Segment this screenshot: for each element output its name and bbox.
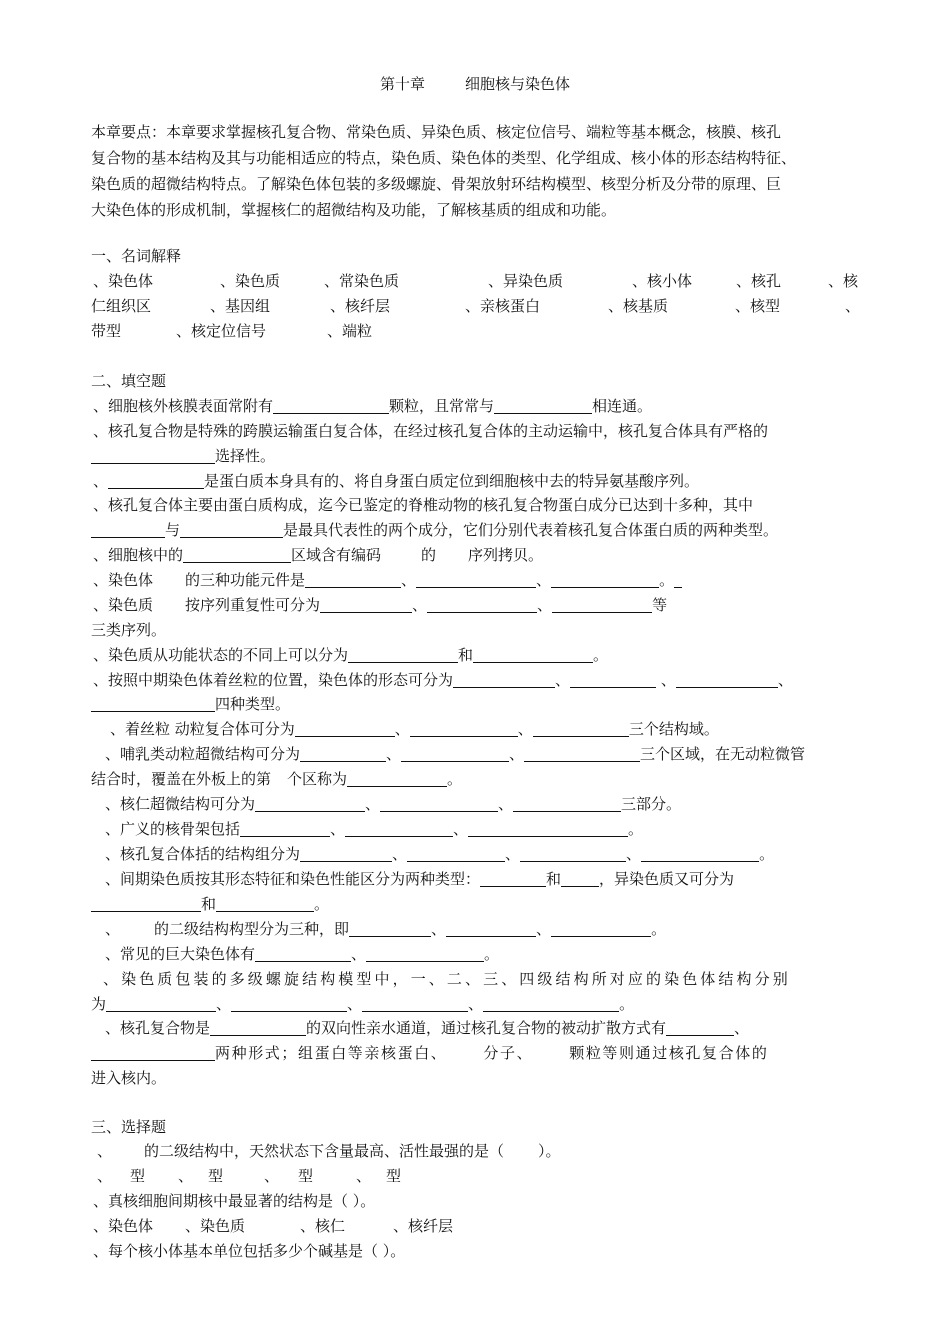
answer-blank[interactable] bbox=[533, 720, 629, 737]
question-text: 。 bbox=[447, 770, 463, 788]
option[interactable]: 、 bbox=[356, 1167, 372, 1185]
question-text: ）。 bbox=[538, 1142, 561, 1160]
intro-line: 本章要点：本章要求掌握核孔复合物、常染色质、异染色质、核定位信号、端粒等基本概念，核膜、核孔 bbox=[91, 123, 782, 141]
question-text: 、 bbox=[365, 795, 381, 813]
fill-question-cont bbox=[91, 446, 275, 466]
question-text: 的 bbox=[421, 546, 437, 564]
answer-blank[interactable] bbox=[674, 571, 682, 588]
question-text: 与 bbox=[165, 521, 181, 539]
question-text: 、 bbox=[453, 820, 469, 838]
question-text: 的二级结构构型分为三种，即 bbox=[154, 920, 350, 938]
term: 、核孔 bbox=[736, 272, 782, 290]
question-text: 。 bbox=[659, 571, 675, 589]
fill-question bbox=[105, 869, 734, 889]
answer-blank[interactable] bbox=[366, 945, 484, 962]
question-text: 序列拷贝。 bbox=[468, 546, 544, 564]
question-text: 、细胞核中的 bbox=[93, 546, 184, 564]
option[interactable]: 、 bbox=[264, 1167, 280, 1185]
question-text: ，异染色质又可分为 bbox=[599, 870, 735, 888]
fill-question bbox=[105, 819, 643, 839]
answer-blank[interactable] bbox=[180, 521, 283, 538]
option[interactable]: 、核仁 bbox=[300, 1217, 346, 1235]
answer-blank[interactable] bbox=[407, 845, 505, 862]
answer-blank[interactable] bbox=[401, 745, 509, 762]
question-text: 两种形式；组蛋白等亲核蛋白、 bbox=[215, 1044, 448, 1062]
fill-question-cont bbox=[91, 520, 778, 540]
question-text: 、细胞核外核膜表面常附有 bbox=[93, 397, 274, 415]
term: 、端粒 bbox=[327, 322, 373, 340]
question-text: 、 bbox=[431, 920, 447, 938]
choice-question: 、真核细胞间期核中最显著的结构是（ ）。 bbox=[93, 1192, 376, 1210]
fill-question bbox=[105, 944, 499, 964]
option[interactable]: 型 bbox=[208, 1167, 224, 1185]
question-text: 、哺乳类动粒超微结构可分为 bbox=[105, 745, 301, 763]
question-text: 三个结构域。 bbox=[628, 720, 719, 738]
answer-blank[interactable] bbox=[91, 695, 215, 712]
question-text: 。 bbox=[314, 895, 330, 913]
question-text: 、 bbox=[468, 995, 484, 1013]
choice-question: 、每个核小体基本单位包括多少个碱基是（ ）。 bbox=[93, 1242, 406, 1260]
answer-blank[interactable] bbox=[641, 845, 759, 862]
section-heading: 一、名词解释 bbox=[91, 247, 182, 265]
chapter-title bbox=[0, 74, 950, 94]
answer-blank[interactable] bbox=[551, 920, 651, 937]
answer-blank[interactable] bbox=[347, 770, 447, 787]
question-text: 三个区域，在无动粒微管 bbox=[640, 745, 806, 763]
fill-question bbox=[105, 844, 774, 864]
answer-blank[interactable] bbox=[446, 920, 536, 937]
question-text: 、 bbox=[351, 945, 367, 963]
question-text: 分子、 bbox=[483, 1044, 534, 1062]
section-heading: 三、选择题 bbox=[91, 1118, 167, 1136]
answer-blank[interactable] bbox=[524, 745, 640, 762]
answer-blank[interactable] bbox=[483, 995, 619, 1012]
question-text: 、广义的核骨架包括 bbox=[105, 820, 241, 838]
question-text: 、间期染色质按其形态特征和染色性能区分为两种类型： bbox=[105, 870, 481, 888]
option[interactable]: 、核纤层 bbox=[393, 1217, 454, 1235]
answer-blank[interactable] bbox=[380, 795, 498, 812]
question-text: 、 bbox=[97, 1142, 113, 1160]
question-text: 相连通。 bbox=[592, 397, 653, 415]
question-text: 和 bbox=[546, 870, 562, 888]
question-text: 等 bbox=[652, 596, 668, 614]
question-text: 、着丝粒 动粒复合体可分为 bbox=[110, 720, 295, 738]
question-text: 为 bbox=[91, 995, 107, 1013]
question-text: 、常见的巨大染色体有 bbox=[105, 945, 256, 963]
answer-blank[interactable] bbox=[216, 895, 314, 912]
question-text: 的三种功能元件是 bbox=[185, 571, 306, 589]
question-text: 、 bbox=[394, 720, 410, 738]
answer-blank[interactable] bbox=[300, 745, 386, 762]
question-text: 、核孔复合体括的结构组分为 bbox=[105, 845, 301, 863]
question-text: 、 bbox=[734, 1019, 750, 1037]
answer-blank[interactable] bbox=[513, 795, 621, 812]
option[interactable]: 型 bbox=[130, 1167, 146, 1185]
question-text: 和 bbox=[458, 646, 474, 664]
term: 、染色质 bbox=[220, 272, 281, 290]
term: 、 bbox=[845, 297, 861, 315]
question-text: 、核孔复合物是 bbox=[105, 1019, 211, 1037]
question-text: 和 bbox=[201, 895, 217, 913]
answer-blank[interactable] bbox=[273, 397, 389, 414]
fill-question-cont bbox=[91, 694, 290, 714]
question-text: 、 bbox=[536, 571, 552, 589]
answer-blank[interactable] bbox=[345, 820, 453, 837]
question-text: 、 bbox=[555, 671, 571, 689]
answer-blank[interactable] bbox=[468, 820, 628, 837]
term: 带型 bbox=[91, 322, 122, 340]
term: 仁组织区 bbox=[91, 297, 152, 315]
chapter-number: 第十章 bbox=[379, 75, 425, 93]
answer-blank[interactable] bbox=[295, 720, 395, 737]
question-text: 三部分。 bbox=[621, 795, 682, 813]
option[interactable]: 型 bbox=[298, 1167, 314, 1185]
fill-question bbox=[105, 919, 666, 939]
question-text: 的二级结构中，天然状态下含量最高、活性最强的是（ bbox=[144, 1142, 505, 1160]
fill-question bbox=[93, 396, 652, 416]
fill-question bbox=[110, 719, 719, 739]
question-text: 。 bbox=[619, 995, 635, 1013]
term: 、核 bbox=[828, 272, 859, 290]
term: 、基因组 bbox=[210, 297, 271, 315]
fill-question-cont bbox=[91, 894, 329, 914]
answer-blank[interactable] bbox=[240, 820, 330, 837]
fill-question: 、核孔复合体主要由蛋白质构成，迄今已鉴定的脊椎动物的核孔复合物蛋白成分已达到十多种，其中 bbox=[93, 496, 754, 514]
question-text: 、 bbox=[386, 745, 402, 763]
question-text: 、 bbox=[517, 720, 533, 738]
answer-blank[interactable] bbox=[551, 571, 659, 588]
question-text: 、 bbox=[498, 795, 514, 813]
answer-blank[interactable] bbox=[183, 546, 291, 563]
answer-blank[interactable] bbox=[91, 1044, 215, 1061]
answer-blank[interactable] bbox=[348, 646, 458, 663]
question-text: 、染色质 bbox=[93, 596, 154, 614]
answer-blank[interactable] bbox=[255, 945, 351, 962]
question-text: 、 bbox=[401, 571, 417, 589]
answer-blank[interactable] bbox=[494, 397, 592, 414]
question-text: 区域含有编码 bbox=[291, 546, 382, 564]
answer-blank[interactable] bbox=[666, 1019, 734, 1036]
answer-blank[interactable] bbox=[480, 870, 546, 887]
question-text: 、 bbox=[777, 671, 793, 689]
question-text: 是蛋白质本身具有的、将自身蛋白质定位到细胞核中去的特异氨基酸序列。 bbox=[204, 472, 700, 490]
question-text: 、 bbox=[505, 845, 521, 863]
question-text: 。 bbox=[651, 920, 667, 938]
choice-question bbox=[97, 1141, 561, 1161]
answer-blank[interactable] bbox=[210, 1019, 306, 1036]
question-text: 选择性。 bbox=[215, 447, 276, 465]
question-text: 。 bbox=[759, 845, 775, 863]
fill-question-cont: 进入核内。 bbox=[91, 1069, 167, 1087]
intro-line: 大染色体的形成机制，掌握核仁的超微结构及功能，了解核基质的组成和功能。 bbox=[91, 201, 617, 219]
option[interactable]: 、染色质 bbox=[185, 1217, 246, 1235]
fill-question: 、染色质包装的多级螺旋结构模型中，一、二、三、四级结构所对应的染色体结构分别 bbox=[103, 970, 791, 988]
question-text: 的双向性亲水通道，通过核孔复合物的被动扩散方式有 bbox=[306, 1019, 667, 1037]
term: 、核纤层 bbox=[330, 297, 391, 315]
answer-blank[interactable] bbox=[410, 720, 518, 737]
answer-blank[interactable] bbox=[520, 845, 626, 862]
term: 、核小体 bbox=[632, 272, 693, 290]
term: 、核型 bbox=[735, 297, 781, 315]
question-text: 颗粒等则通过核孔复合体的 bbox=[569, 1044, 769, 1062]
question-text: 、 bbox=[216, 995, 232, 1013]
term: 、核基质 bbox=[608, 297, 669, 315]
question-text: 。 bbox=[628, 820, 644, 838]
question-text: 、按照中期染色体着丝粒的位置，染色体的形态可分为 bbox=[93, 671, 454, 689]
fill-question bbox=[93, 670, 793, 690]
question-text: 、 bbox=[347, 995, 363, 1013]
question-text: 、 bbox=[392, 845, 408, 863]
question-text: 、 bbox=[509, 745, 525, 763]
fill-question bbox=[93, 545, 543, 565]
answer-blank[interactable] bbox=[552, 596, 652, 613]
question-text: 、 bbox=[105, 920, 121, 938]
option[interactable]: 、 bbox=[178, 1167, 194, 1185]
question-text: 结合时，覆盖在外板上的第 bbox=[91, 770, 272, 788]
fill-question-cont bbox=[91, 994, 634, 1014]
chapter-name: 细胞核与染色体 bbox=[465, 75, 571, 93]
answer-blank[interactable] bbox=[561, 870, 599, 887]
term: 、异染色质 bbox=[488, 272, 564, 290]
question-text: 、 bbox=[536, 920, 552, 938]
fill-question-cont: 三类序列。 bbox=[91, 621, 167, 639]
term: 、核定位信号 bbox=[176, 322, 267, 340]
answer-blank[interactable] bbox=[255, 795, 365, 812]
answer-blank[interactable] bbox=[320, 596, 412, 613]
answer-blank[interactable] bbox=[91, 895, 201, 912]
question-text: 、 bbox=[330, 820, 346, 838]
question-text: 、核仁超微结构可分为 bbox=[105, 795, 256, 813]
answer-blank[interactable] bbox=[453, 671, 555, 688]
question-text: 。 bbox=[593, 646, 609, 664]
fill-question: 、核孔复合物是特殊的跨膜运输蛋白复合体，在经过核孔复合体的主动运输中，核孔复合体具有严格的 bbox=[93, 422, 769, 440]
term: 、染色体 bbox=[93, 272, 154, 290]
answer-blank[interactable] bbox=[300, 845, 392, 862]
intro-line: 复合物的基本结构及其与功能相适应的特点，染色质、染色体的类型、化学组成、核小体的形态结构特征、 bbox=[91, 149, 797, 167]
option[interactable]: 、染色体 bbox=[93, 1217, 154, 1235]
fill-question bbox=[105, 1018, 749, 1038]
answer-blank[interactable] bbox=[427, 596, 537, 613]
answer-blank[interactable] bbox=[676, 671, 778, 688]
answer-blank[interactable] bbox=[362, 995, 468, 1012]
fill-question bbox=[105, 744, 805, 764]
question-text: 、染色体 bbox=[93, 571, 154, 589]
answer-blank[interactable] bbox=[349, 920, 431, 937]
answer-blank[interactable] bbox=[416, 571, 536, 588]
fill-question bbox=[93, 471, 699, 491]
question-text: 颗粒，且常常与 bbox=[389, 397, 495, 415]
option[interactable]: 、 bbox=[97, 1167, 113, 1185]
question-text: 个区称为 bbox=[287, 770, 348, 788]
question-text: 、 bbox=[626, 845, 642, 863]
option[interactable]: 型 bbox=[386, 1167, 402, 1185]
answer-blank[interactable] bbox=[570, 671, 656, 688]
term: 、亲核蛋白 bbox=[465, 297, 541, 315]
answer-blank[interactable] bbox=[231, 995, 347, 1012]
question-text: 、染色质从功能状态的不同上可以分为 bbox=[93, 646, 349, 664]
term: 、常染色质 bbox=[324, 272, 400, 290]
question-text: 。 bbox=[484, 945, 500, 963]
answer-blank[interactable] bbox=[305, 571, 401, 588]
question-text: 是最具代表性的两个成分，它们分别代表着核孔复合体蛋白质的两种类型。 bbox=[283, 521, 779, 539]
question-text: 、 bbox=[412, 596, 428, 614]
answer-blank[interactable] bbox=[91, 521, 165, 538]
section-heading: 二、填空题 bbox=[91, 372, 167, 390]
fill-question bbox=[93, 595, 667, 615]
intro-line: 染色质的超微结构特点。了解染色体包装的多级螺旋、骨架放射环结构模型、核型分析及分带的原理、巨 bbox=[91, 175, 782, 193]
question-text: 按序列重复性可分为 bbox=[185, 596, 321, 614]
answer-blank[interactable] bbox=[473, 646, 593, 663]
question-text: 、 bbox=[660, 671, 676, 689]
answer-blank[interactable] bbox=[91, 447, 215, 464]
question-text: 、 bbox=[537, 596, 553, 614]
answer-blank[interactable] bbox=[106, 995, 216, 1012]
question-text: 、 bbox=[93, 472, 109, 490]
fill-question-cont bbox=[91, 769, 462, 789]
fill-question-cont bbox=[91, 1043, 768, 1063]
fill-question bbox=[93, 570, 682, 590]
fill-question bbox=[93, 645, 608, 665]
question-text: 四种类型。 bbox=[215, 695, 291, 713]
fill-question bbox=[105, 794, 681, 814]
answer-blank[interactable] bbox=[108, 472, 204, 489]
